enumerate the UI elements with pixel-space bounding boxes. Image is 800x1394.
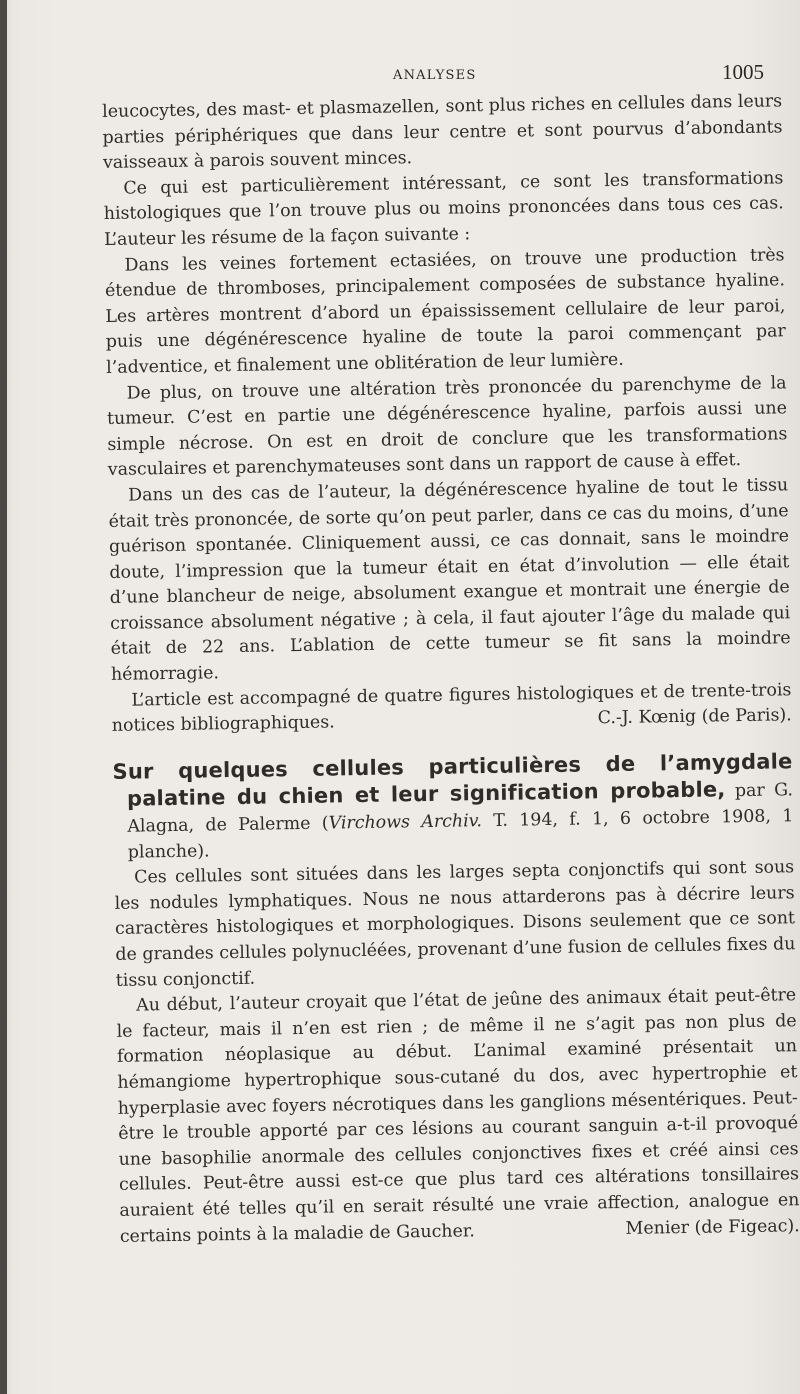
journal-name: Virchows Archiv. — [328, 811, 483, 834]
signature: Menier (de Figeac). — [625, 1215, 800, 1239]
paragraph: leucocytes, des mast- et plasmazellen, sont plus riches en cellules dans leurs parties périphériques que dans leur centre et sont pourvus d’abondants vaisseaux à parois souvent minces. — [102, 91, 783, 174]
paragraph: Dans les veines fortement ectasiées, on trouve une production très étendue de thromboses, principalement composées de substance hyaline. Les artères montrent d’abord un épaississement cellulaire de leur paroi, puis une dégénérescence hyaline de toute la paroi commençant par l’adventice, et finalement une oblitération de leur lumière. — [104, 244, 786, 378]
paragraph: De plus, on trouve une altération très prononcée du parenchyme de la tumeur. C’est en partie une dégénérescence hyaline, parfois aussi une simple nécrose. On est en droit de conclure que les transformations vasculaires et parenchymateuses sont dans un rapport de cause à effet. — [106, 372, 788, 481]
book-spine-shadow — [0, 0, 7, 1394]
page-body — [102, 89, 800, 1250]
paragraph: Ces cellules sont situées dans les larges septa conjonctifs qui sont sous les nodules lymphatiques. Nous ne nous attarderons pas à décrire leurs caractères histologiques et morphologiques. Disons seulement que ce sont de grandes cellules polynucléées, provenant d’une fusion de cellules fixes du tissu conjonctif. — [114, 857, 796, 991]
paragraph-with-signature — [111, 678, 792, 740]
paragraph-text: L’article est accompagné de quatre figures histologiques et de trente-trois notices bibliographiques. — [111, 679, 792, 737]
page-number: 1005 — [722, 60, 764, 84]
signature: C.-J. Kœnig (de Paris). — [597, 705, 792, 729]
paragraph-with-signature — [116, 983, 800, 1250]
paragraph: Ce qui est particulièrement intéressant, ce sont les transformations histologiques que l’on trouve plus ou moins prononcées dans tous ces cas. L’auteur les résume de la façon suivante : — [103, 168, 784, 250]
page-header — [0, 60, 800, 90]
paragraph-text: Au début, l’auteur croyait que l’état de jeûne des animaux était peut-être le facteur, mais il n’en est rien ; de même il ne s’agit pas non plus de formation néoplasique au début. L’animal examiné présentait un hémangiome hypertrophique sous-cutané du dos, avec hypertrophie et hyperplasie avec foyers nécrotiques dans les ganglions mésentériques. Peut-être le trouble apporté par ces lésions au courant sanguin a-t-il provoqué une basophilie anormale des cellules conjonctives fixes et créé ainsi ces cellules. Peut-être aussi est-ce que plus tard ces altérations tonsillaires auraient été telles qu’il en serait résulté une vraie affection, analogue en certains points à la maladie de Gaucher. — [116, 985, 800, 1247]
paragraph: Dans un des cas de l’auteur, la dégénérescence hyaline de tout le tissu était très prononcée, de sorte qu’on peut parler, dans ce cas du moins, d’une guérison spontanée. Cliniquement aussi, ce cas donnait, sans le moindre doute, l’impression que la tumeur était en état d’involution — elle était d’une blancheur de neige, absolument exangue et montrait une énergie de croissance absolument négative ; à cela, il faut ajouter l’âge du malade qui était de 22 ans. L’ablation de cette tumeur se fit sans la moindre hémorragie. — [108, 475, 791, 685]
running-head: ANALYSES — [393, 68, 477, 83]
article-title: Sur quelques cellules particulières de l’amygdale palatine du chien et leur signification probable, — [112, 749, 793, 812]
article-title-block — [112, 749, 794, 866]
article-alagna — [112, 749, 800, 1250]
byline-pre: par G. Alagna, de Palerme ( — [127, 780, 794, 837]
byline-post: T. 194, f. 1, 6 octobre 1908, 1 planche). — [127, 806, 794, 863]
article-koenig — [102, 89, 792, 739]
